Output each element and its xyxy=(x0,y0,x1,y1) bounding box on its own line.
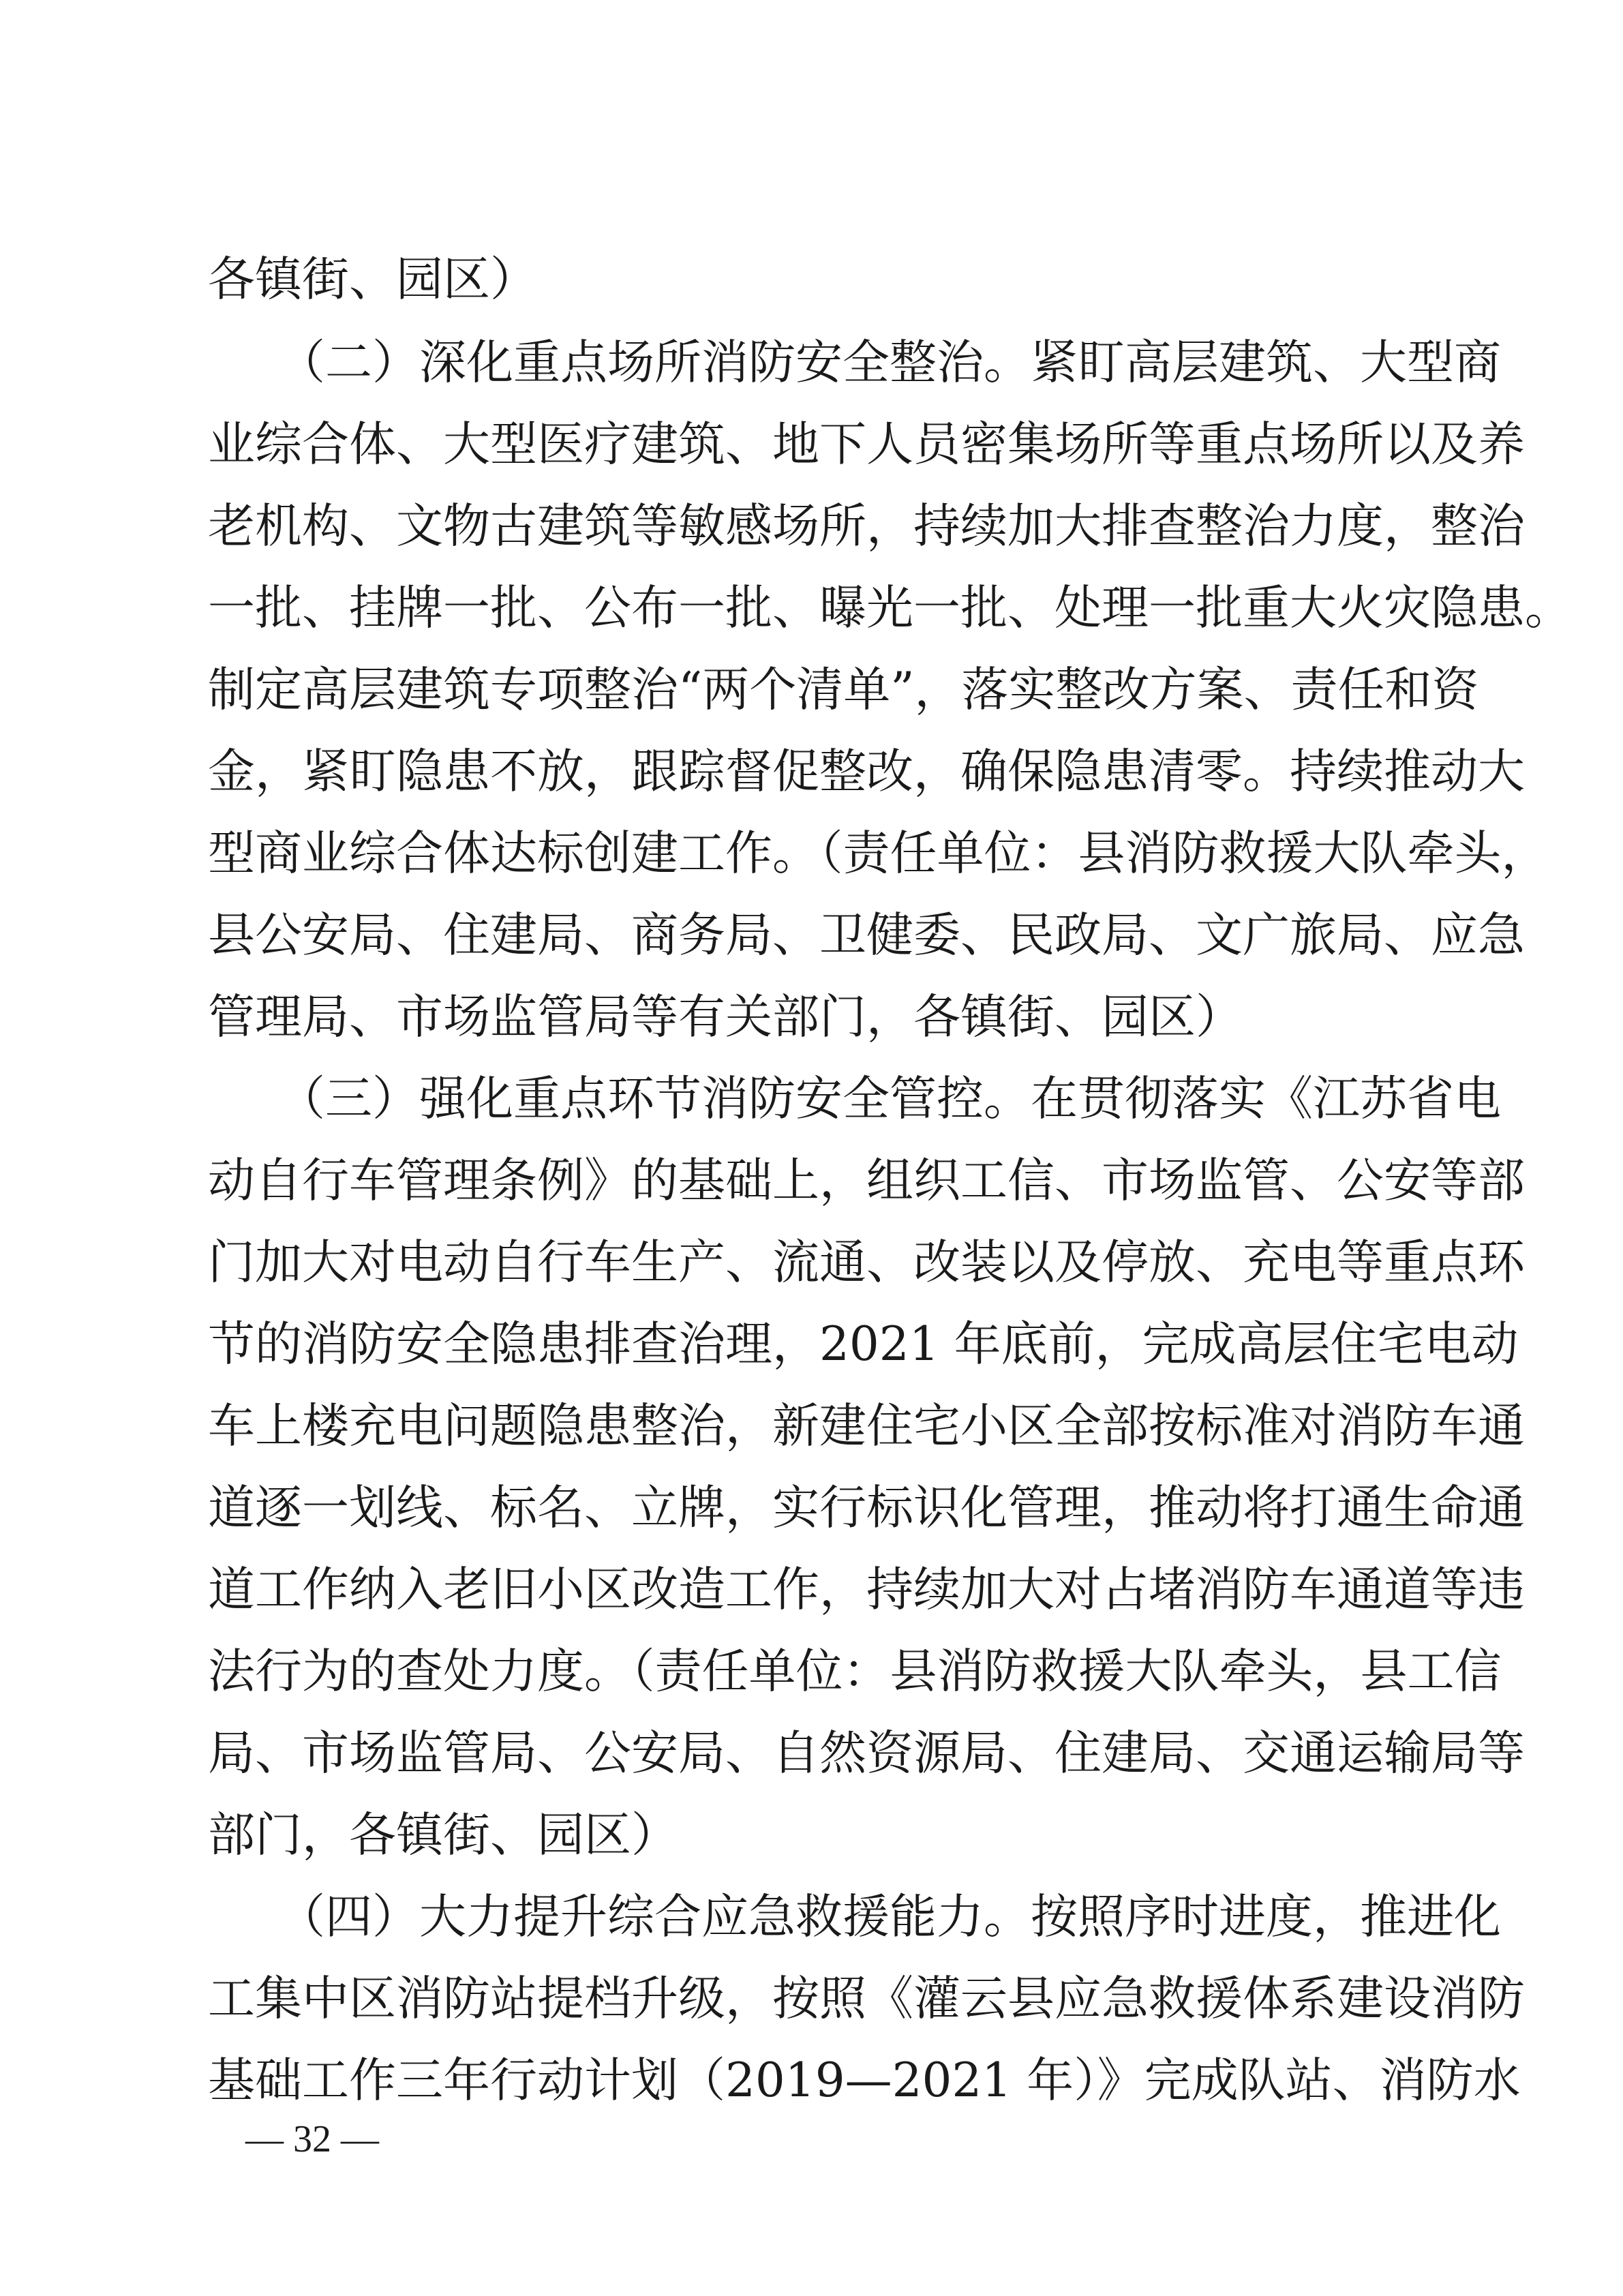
text-line: 道逐一划线、标名、立牌，实行标识化管理，推动将打通生命通 xyxy=(208,1481,1525,1535)
paragraph-heading-line: （三）强化重点环节消防安全管控。在贯彻落实《江苏省电 xyxy=(278,1072,1501,1126)
text-line: 局、市场监管局、公安局、自然资源局、住建局、交通运输局等 xyxy=(208,1726,1525,1781)
text-line: 各镇街、园区） xyxy=(208,252,537,307)
text-line: 节的消防安全隐患排查治理，2021 年底前，完成高层住宅电动 xyxy=(208,1317,1519,1372)
text-line: 金，紧盯隐患不放，跟踪督促整改，确保隐患清零。持续推动大 xyxy=(208,744,1525,799)
text-line: 车上楼充电问题隐患整治，新建住宅小区全部按标准对消防车通 xyxy=(208,1399,1525,1453)
text-line: 道工作纳入老旧小区改造工作，持续加大对占堵消防车通道等违 xyxy=(208,1562,1525,1617)
text-line: 管理局、市场监管局等有关部门，各镇街、园区） xyxy=(208,990,1243,1044)
text-line: 业综合体、大型医疗建筑、地下人员密集场所等重点场所以及养 xyxy=(208,417,1525,472)
text-line: 制定高层建筑专项整治“两个清单”，落实整改方案、责任和资 xyxy=(208,663,1479,717)
text-line: 一批、挂牌一批、公布一批、曝光一批、处理一批重大火灾隐患。 xyxy=(208,581,1572,635)
text-line: 县公安局、住建局、商务局、卫健委、民政局、文广旅局、应急 xyxy=(208,908,1525,963)
text-line: 型商业综合体达标创建工作。（责任单位：县消防救援大队牵头， xyxy=(208,826,1549,881)
text-line: 基础工作三年行动计划（2019—2021 年）》完成队站、消防水 xyxy=(208,2053,1521,2108)
text-line: 动自行车管理条例》的基础上，组织工信、市场监管、公安等部 xyxy=(208,1153,1525,1208)
paragraph-heading-line: （四）大力提升综合应急救援能力。按照序时进度，推进化 xyxy=(278,1890,1501,1944)
text-line: 老机构、文物古建筑等敏感场所，持续加大排查整治力度，整治 xyxy=(208,499,1525,554)
text-line: 法行为的查处力度。（责任单位：县消防救援大队牵头，县工信 xyxy=(208,1644,1502,1699)
page-number: — 32 — xyxy=(245,2118,379,2160)
text-line: 门加大对电动自行车生产、流通、改装以及停放、充电等重点环 xyxy=(208,1235,1525,1290)
text-line: 工集中区消防站提档升级，按照《灌云县应急救援体系建设消防 xyxy=(208,1972,1525,2026)
paragraph-heading-line: （二）深化重点场所消防安全整治。紧盯高层建筑、大型商 xyxy=(278,335,1501,390)
text-line: 部门，各镇街、园区） xyxy=(208,1808,678,1862)
